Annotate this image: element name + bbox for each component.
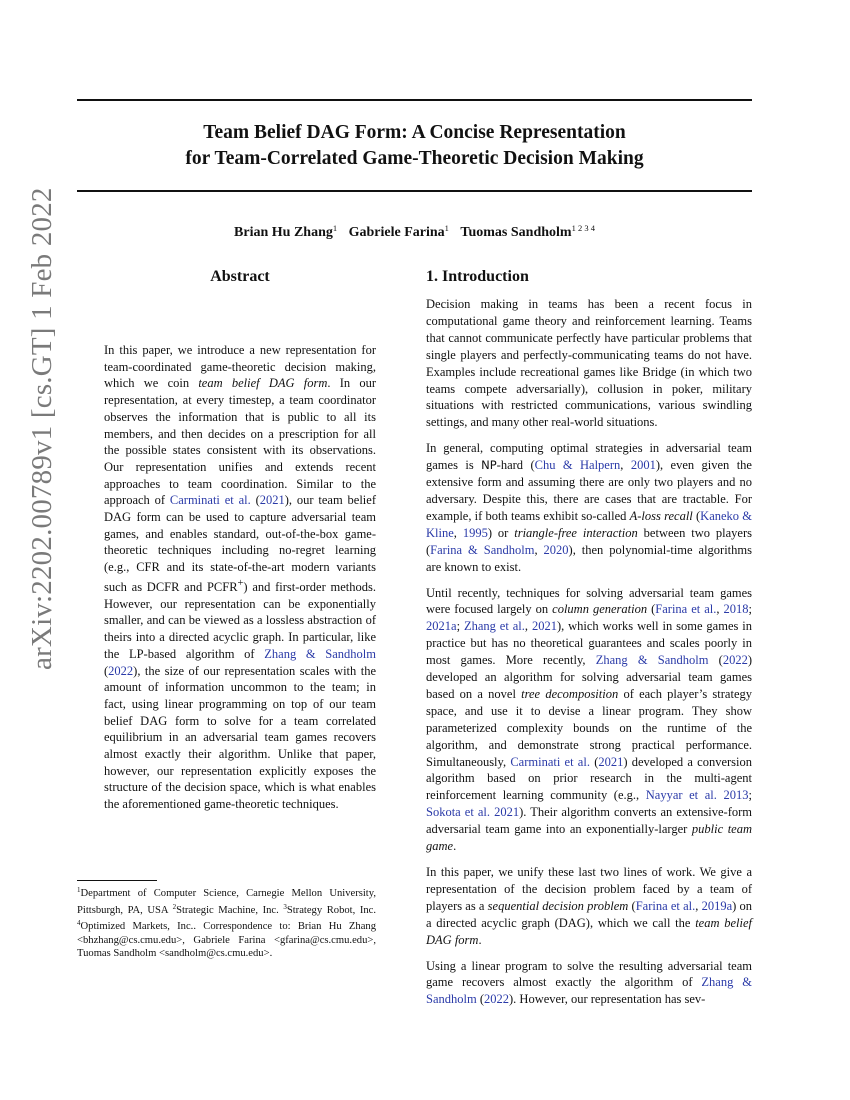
citation-link[interactable]: Carminati et al. bbox=[169, 493, 251, 508]
author-affiliation-marker: 1 bbox=[444, 223, 449, 233]
citation-link[interactable]: 2001 bbox=[630, 458, 656, 473]
footnote-rule bbox=[77, 880, 157, 881]
author-name: Brian Hu Zhang bbox=[234, 225, 333, 240]
intro-paragraph: In this paper, we unify these last two lines of work. We give a representation of the decision problem faced by a team of players as a sequential decision problem (Farina et al., 2019a) on a directed acyclic graph (DAG), which we call the team belief DAG form. bbox=[426, 865, 752, 947]
title-rule-bottom bbox=[77, 190, 752, 192]
citation-link[interactable]: 2019a bbox=[701, 898, 733, 913]
intro-paragraph: Decision making in teams has been a recent focus in computational game theory and reinforcement learning. Teams that cannot communicate perfectly have particular problems that single players and perfectly-communicating teams do not have. Examples include recreational games like Bridge (in which two teams compete adversarially), collusion in poker, military situations with restricted communications, various swindling settings, and many other real-world situations. bbox=[426, 297, 752, 430]
intro-paragraph: In general, computing optimal strategies in adversarial team games is NP-hard (Chu & Halpern, 2001), even given the extensive form and assuming there are only two players and no adversary. Despite this, there are cases that are tractable. For example, if both teams exhibit so-called A-loss recall (Kaneko & Kline, 1995) or triangle-free interaction between two players (Farina & Sandholm, 2020), then polynomial-time algorithms are known to exist. bbox=[426, 441, 752, 574]
abstract-heading: Abstract bbox=[210, 268, 270, 285]
citation-link[interactable]: Zhang & Sandholm bbox=[426, 975, 752, 1007]
citation-link[interactable]: 2021 bbox=[598, 754, 624, 769]
introduction-column bbox=[426, 266, 752, 1017]
author bbox=[349, 225, 449, 240]
citation-link[interactable]: Sokota et al. 2021 bbox=[426, 805, 520, 820]
author bbox=[460, 225, 595, 240]
citation-link[interactable]: 2022 bbox=[484, 992, 509, 1007]
citation-link[interactable]: Carminati et al. bbox=[510, 754, 590, 769]
title-rule-top bbox=[77, 99, 752, 101]
citation-link[interactable]: 2022 bbox=[108, 663, 134, 678]
author-name: Tuomas Sandholm bbox=[460, 225, 572, 240]
citation-link[interactable]: Chu & Halpern bbox=[534, 458, 621, 473]
citation-link[interactable]: 2022 bbox=[722, 653, 748, 668]
intro-paragraph: Until recently, techniques for solving adversarial team games were focused largely on column generation (Farina et al., 2018; 2021a; Zhang et al., 2021), which works well in some games in practice but has no theoretical guarantees and scales poorly in most games. More recently, Zhang & Sandholm (2022) developed an algorithm for solving adversarial team games based on a novel tree decomposition of each player’s strategy space, and use it to devise a linear program. They show parameterized complexity bounds on the runtime of the algorithm, and demonstrate strong practical performance. Simultaneously, Carminati et al. (2021) developed a conversion algorithm based on prior research in the multi-agent reinforcement learning community (e.g., Nayyar et al. 2013; Sokota et al. 2021). Their algorithm converts an extensive-form adversarial team game into an exponentially-larger public team game. bbox=[426, 585, 753, 854]
arxiv-stamp bbox=[24, 187, 64, 670]
citation-link[interactable]: Farina et al. bbox=[635, 898, 696, 913]
citation-link[interactable]: 1995 bbox=[462, 525, 488, 540]
citation-link[interactable]: 2020 bbox=[543, 542, 569, 557]
citation-link[interactable]: Kaneko & Kline bbox=[426, 508, 752, 540]
citation-link[interactable]: 2021 bbox=[259, 493, 285, 508]
citation-link[interactable]: Zhang & Sandholm bbox=[595, 653, 709, 668]
citation-link[interactable]: Nayyar et al. 2013 bbox=[645, 788, 749, 803]
citation-link[interactable]: 2021a bbox=[426, 619, 457, 634]
author-name: Gabriele Farina bbox=[348, 225, 445, 240]
intro-paragraph: Using a linear program to solve the resulting adversarial team game recovers almost exactly the algorithm of Zhang & Sandholm (2022). However, our representation has sev- bbox=[426, 958, 752, 1007]
citation-link[interactable]: Zhang & Sandholm bbox=[264, 646, 376, 661]
affiliation-footnote: $^1$Department of Computer Science, Carnegie Mellon University, Pittsburgh, PA, USA $^2$Strategic Machine, Inc. $^3$Strategy Robot, Inc. $^4$Optimized Markets, Inc.. Correspondence to: Brian Hu Zhang <bhzhang@cs.cmu.edu>, Gabriele Farina <gfarina@cs.cmu.edu>, Tuomas Sandholm <sandholm@cs.cmu.edu>. bbox=[77, 886, 376, 960]
introduction-heading: 1. Introduction bbox=[426, 268, 529, 285]
abstract-column bbox=[104, 266, 376, 813]
citation-link[interactable]: Zhang et al. bbox=[463, 619, 525, 634]
author-list bbox=[77, 219, 752, 242]
citation-link[interactable]: 2021 bbox=[531, 619, 557, 634]
title-line-2: for Team-Correlated Game-Theoretic Decision Making bbox=[185, 148, 644, 169]
author-affiliation-marker: 1 bbox=[332, 223, 338, 233]
citation-link[interactable]: 2018 bbox=[723, 602, 749, 617]
author-affiliation-marker: 1 2 3 4 bbox=[571, 223, 595, 233]
paper-title bbox=[77, 120, 752, 172]
title-line-1: Team Belief DAG Form: A Concise Representation bbox=[203, 122, 626, 143]
author bbox=[234, 225, 337, 240]
abstract-text: In this paper, we introduce a new representation for team-coordinated game-theoretic decision making, which we coin team belief DAG form. In our representation, at every timestep, a team coordinator observes the information that is public to all its members, and then decides on a prescription for all the possible states consistent with its observations. Our representation unifies and extends recent approaches to team coordination. Similar to the approach of Carminati et al. (2021), our team belief DAG form can be used to capture adversarial team games, and enables standard, out-of-the-box game-theoretic techniques including no-regret learning (e.g., CFR and its state-of-the-art modern variants such as DCFR and PCFR+) and first-order methods. However, our representation can be exponentially smaller, and can be viewed as a lossless abstraction of theirs into a directed acyclic graph. In particular, like the LP-based algorithm of Zhang & Sandholm (2022), the size of our representation scales with the amount of information uncommon to the team; in fact, using linear programming on top of our team belief DAG form to solve for a team correlated equilibrium in an adversarial team games recovers almost exactly their algorithm. Unlike that paper, however, our representation explicitly exposes the structure of the decision space, which is what enables the aforementioned game-theoretic techniques. bbox=[104, 343, 376, 812]
citation-link[interactable]: Farina & Sandholm bbox=[430, 542, 535, 557]
arxiv-stamp-text: arXiv:2202.00789v1 [cs.GT] 1 Feb 2022 bbox=[26, 187, 58, 670]
citation-link[interactable]: Farina et al. bbox=[655, 602, 717, 617]
